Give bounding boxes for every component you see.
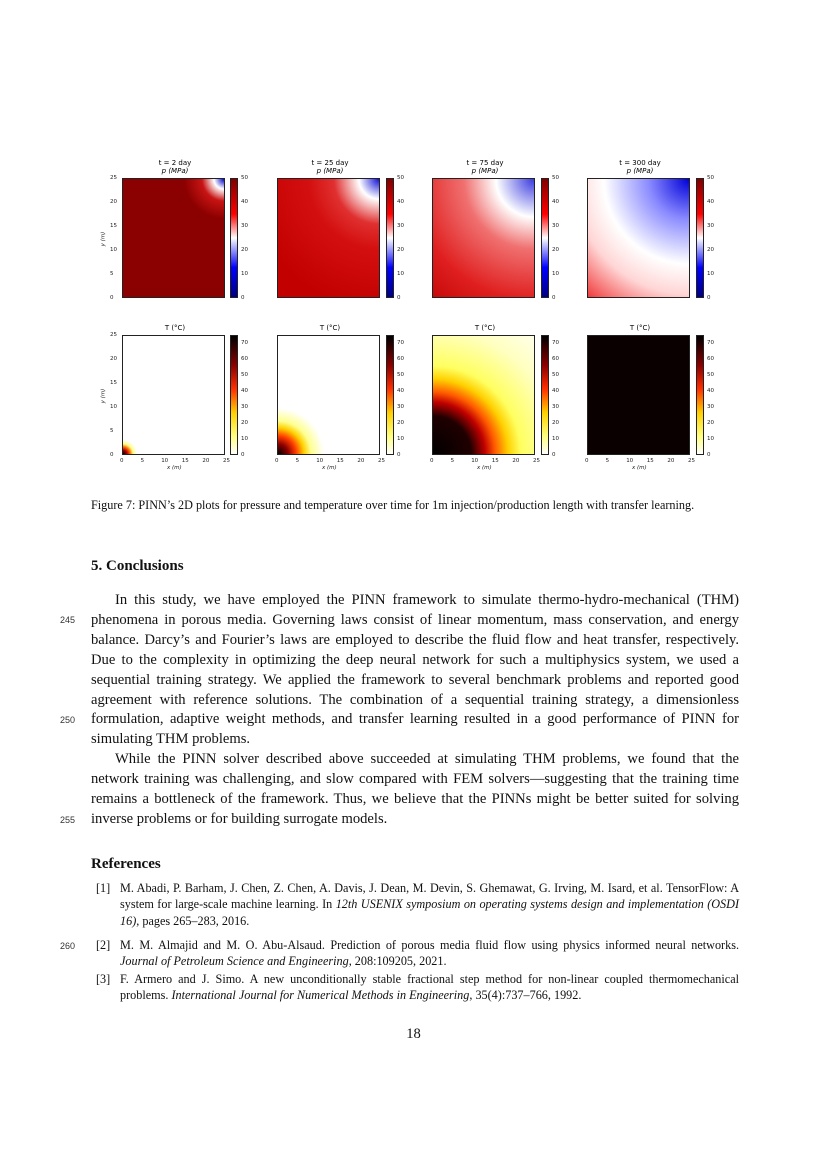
- temperature-colorbar-tick: 40: [241, 388, 248, 394]
- x-tick-label: 25: [688, 458, 695, 464]
- x-tick-label: 25: [378, 458, 385, 464]
- pressure-colorbar-tick: 0: [241, 295, 245, 301]
- y-tick-label: 0: [110, 295, 114, 301]
- temperature-colorbar-tick: 40: [552, 388, 559, 394]
- temperature-colorbar-tick: 50: [397, 372, 404, 378]
- pressure-colorbar-tick: 20: [552, 247, 559, 253]
- y-tick-label: 15: [110, 223, 117, 229]
- pressure-colorbar-2: [386, 178, 394, 298]
- pressure-colorbar-tick: 20: [707, 247, 714, 253]
- pressure-panel-4-title: t = 300 day p (MPa): [619, 159, 661, 175]
- xlabel-2: x (m): [322, 465, 337, 471]
- y-tick-label: 0: [110, 452, 114, 458]
- section-title: 5. Conclusions: [91, 558, 184, 574]
- temperature-colorbar-tick: 60: [241, 356, 248, 362]
- x-tick-label: 0: [430, 458, 434, 464]
- y-tick-label: 20: [110, 356, 117, 362]
- xlabel-4: x (m): [632, 465, 647, 471]
- temperature-colorbar-tick: 40: [707, 388, 714, 394]
- reference-2: [2] M. M. Almajid and M. O. Abu-Alsaud. Prediction of porous media fluid flow using physics informed neural networks. Journal of Petroleum Science and Engineering, 208:109205, 2021.: [96, 938, 739, 969]
- temperature-map-2: [277, 335, 380, 455]
- temperature-colorbar-tick: 50: [241, 372, 248, 378]
- temperature-map-1: [122, 335, 225, 455]
- line-number-250: 250: [60, 715, 76, 725]
- y-tick-label: 10: [110, 247, 117, 253]
- pressure-colorbar-3: [541, 178, 549, 298]
- xlabel-1: x (m): [167, 465, 182, 471]
- x-tick-label: 10: [626, 458, 634, 464]
- line-number-260: 260: [60, 941, 76, 951]
- pressure-ylabel: y (m): [100, 231, 107, 247]
- temperature-colorbar-tick: 50: [707, 372, 714, 378]
- reference-1: [1] M. Abadi, P. Barham, J. Chen, Z. Chen, A. Davis, J. Dean, M. Devin, S. Ghemawat, G. Irving, M. Isard, et al. TensorFlow: A system for large-scale machine learning. In 12th USENIX symposium on operating systems design and implementation (OSDI 16), pages 265–283, 2016.: [96, 881, 740, 928]
- temperature-map-3: [432, 335, 535, 455]
- x-tick-label: 0: [120, 458, 124, 464]
- x-tick-label: 15: [491, 458, 499, 464]
- pressure-colorbar-tick: 50: [397, 175, 404, 181]
- temperature-colorbar-tick: 70: [552, 340, 559, 346]
- temperature-colorbar-4: [696, 335, 704, 455]
- temperature-colorbar-tick: 70: [397, 340, 404, 346]
- temperature-ylabel: y (m): [100, 388, 107, 404]
- figure-7: [0, 0, 827, 480]
- temperature-colorbar-tick: 30: [241, 404, 248, 410]
- pressure-map-1: [122, 178, 225, 298]
- temperature-colorbar-tick: 0: [241, 452, 245, 458]
- temperature-panel-4-title: T (°C): [629, 324, 651, 332]
- pressure-colorbar-tick: 20: [397, 247, 404, 253]
- page-number: 18: [406, 1026, 421, 1042]
- references-title: References: [91, 856, 161, 872]
- pressure-colorbar-tick: 10: [397, 271, 404, 277]
- paragraph-2: While the PINN solver described above succeeded at simulating THM problems, we found that the network training was challenging, and slow compared with FEM solvers—suggesting that the training time remains a bottleneck of the framework. Thus, we believe that the PINNs might be better suited for solving inverse problems or for building surrogate models.: [91, 751, 739, 827]
- x-tick-label: 25: [223, 458, 230, 464]
- pressure-colorbar-tick: 30: [397, 223, 404, 229]
- temperature-colorbar-tick: 30: [552, 404, 559, 410]
- pressure-colorbar-tick: 40: [241, 199, 248, 205]
- pressure-colorbar-tick: 40: [552, 199, 559, 205]
- pressure-map-4: [587, 178, 690, 298]
- temperature-colorbar-tick: 70: [707, 340, 714, 346]
- x-tick-label: 15: [181, 458, 189, 464]
- x-tick-label: 15: [336, 458, 344, 464]
- pressure-panel-1-title: t = 2 day p (MPa): [158, 159, 192, 175]
- temperature-colorbar-tick: 60: [552, 356, 559, 362]
- pressure-map-3: [432, 178, 535, 298]
- x-tick-label: 10: [316, 458, 324, 464]
- y-tick-label: 15: [110, 380, 117, 386]
- pressure-colorbar-4: [696, 178, 704, 298]
- pressure-colorbar-tick: 40: [397, 199, 404, 205]
- pressure-colorbar-tick: 20: [241, 247, 248, 253]
- temperature-colorbar-tick: 0: [552, 452, 556, 458]
- x-tick-label: 5: [140, 458, 145, 464]
- temperature-colorbar-tick: 0: [707, 452, 711, 458]
- temperature-colorbar-tick: 30: [397, 404, 404, 410]
- temperature-colorbar-tick: 70: [241, 340, 248, 346]
- x-tick-label: 5: [450, 458, 455, 464]
- line-number-245: 245: [60, 615, 76, 625]
- temperature-colorbar-tick: 10: [707, 436, 714, 442]
- temperature-colorbar-tick: 20: [397, 420, 404, 426]
- x-tick-label: 20: [357, 458, 365, 464]
- x-tick-label: 20: [667, 458, 675, 464]
- temperature-colorbar-tick: 30: [707, 404, 714, 410]
- pressure-colorbar-1: [230, 178, 238, 298]
- x-tick-label: 0: [275, 458, 279, 464]
- pressure-colorbar-tick: 30: [707, 223, 714, 229]
- temperature-panel-2-title: T (°C): [319, 324, 341, 332]
- y-tick-label: 25: [110, 175, 117, 181]
- x-tick-label: 5: [605, 458, 610, 464]
- y-tick-label: 20: [110, 199, 117, 205]
- temperature-map-4: [587, 335, 690, 455]
- pressure-colorbar-tick: 40: [707, 199, 714, 205]
- paragraph-1: In this study, we have employed the PINN framework to simulate thermo-hydro-mechanical (THM) phenomena in porous media. Governing laws consist of linear momentum, mass conservation, and energy balance. Darcy’s and Fourier’s laws are employed to describe the fluid flow and heat transfer, respectively. Due to the complexity in optimizing the deep neural network for such a multiphysics system, we used a sequential training strategy. We applied the framework to several benchmark problems and reported good agreement with reference solutions. The combination of a sequential training strategy, a dimensionless formulation, adaptive weight methods, and transfer learning resulted in a good performance of PINN for simulating THM problems.: [91, 592, 739, 748]
- temperature-colorbar-tick: 60: [397, 356, 404, 362]
- pressure-colorbar-tick: 10: [707, 271, 714, 277]
- x-tick-label: 10: [471, 458, 479, 464]
- y-tick-label: 5: [110, 428, 114, 434]
- line-number-255: 255: [60, 815, 76, 825]
- x-tick-label: 5: [295, 458, 300, 464]
- pressure-map-2: [277, 178, 380, 298]
- y-tick-label: 10: [110, 404, 117, 410]
- pressure-colorbar-tick: 30: [241, 223, 248, 229]
- temperature-colorbar-2: [386, 335, 394, 455]
- x-tick-label: 15: [646, 458, 654, 464]
- pressure-panel-2-title: t = 25 day p (MPa): [311, 159, 349, 175]
- conclusions-body: [91, 591, 739, 830]
- temperature-colorbar-tick: 20: [241, 420, 248, 426]
- temperature-colorbar-tick: 10: [241, 436, 248, 442]
- x-tick-label: 10: [161, 458, 169, 464]
- x-tick-label: 20: [202, 458, 210, 464]
- pressure-colorbar-tick: 50: [707, 175, 714, 181]
- temperature-colorbar-tick: 20: [707, 420, 714, 426]
- temperature-panel-1-title: T (°C): [164, 324, 186, 332]
- reference-3: [3] F. Armero and J. Simo. A new unconditionally stable fractional step method for non-linear coupled thermomechanical problems. International Journal for Numerical Methods in Engineering, 35(4):737–766, 1992.: [96, 972, 739, 1003]
- temperature-colorbar-tick: 40: [397, 388, 404, 394]
- temperature-colorbar-tick: 20: [552, 420, 559, 426]
- temperature-panel-3-title: T (°C): [474, 324, 496, 332]
- x-tick-label: 0: [585, 458, 589, 464]
- pressure-colorbar-tick: 50: [552, 175, 559, 181]
- pressure-colorbar-tick: 30: [552, 223, 559, 229]
- temperature-colorbar-tick: 50: [552, 372, 559, 378]
- temperature-colorbar-tick: 10: [552, 436, 559, 442]
- xlabel-3: x (m): [477, 465, 492, 471]
- pressure-colorbar-tick: 50: [241, 175, 248, 181]
- temperature-colorbar-tick: 10: [397, 436, 404, 442]
- x-tick-label: 20: [512, 458, 520, 464]
- pressure-colorbar-tick: 10: [241, 271, 248, 277]
- pressure-colorbar-tick: 0: [397, 295, 401, 301]
- pressure-colorbar-tick: 0: [707, 295, 711, 301]
- pressure-colorbar-tick: 10: [552, 271, 559, 277]
- y-tick-label: 25: [110, 332, 117, 338]
- temperature-colorbar-tick: 60: [707, 356, 714, 362]
- y-tick-label: 5: [110, 271, 114, 277]
- temperature-colorbar-3: [541, 335, 549, 455]
- pressure-panel-3-title: t = 75 day p (MPa): [466, 159, 504, 175]
- figure-caption: Figure 7: PINN’s 2D plots for pressure and temperature over time for 1m injection/production length with transfer learning.: [91, 498, 695, 512]
- temperature-colorbar-1: [230, 335, 238, 455]
- temperature-colorbar-tick: 0: [397, 452, 401, 458]
- pressure-colorbar-tick: 0: [552, 295, 556, 301]
- x-tick-label: 25: [533, 458, 540, 464]
